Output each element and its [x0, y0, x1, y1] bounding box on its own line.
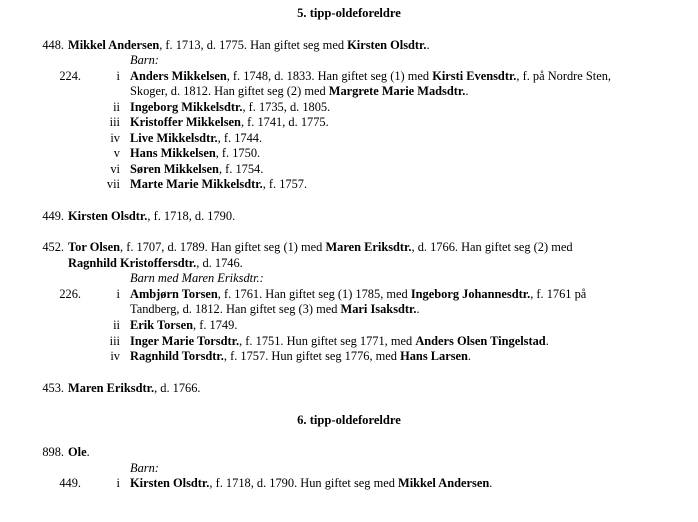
- spouse-name: Maren Eriksdtr.: [325, 240, 412, 254]
- child-entry-continuation: Tandberg, d. 1812. Han giftet seg (3) med Mari Isaksdtr..: [130, 302, 420, 316]
- child-roman-numeral: ii: [113, 318, 120, 332]
- person-name: Kirsten Olsdtr.: [68, 209, 148, 223]
- person-name: Maren Eriksdtr.: [68, 381, 155, 395]
- person-entry-453: Maren Eriksdtr., d. 1766.: [68, 381, 201, 395]
- person-number: 453.: [42, 381, 64, 395]
- spouse-name: Hans Larsen: [400, 349, 468, 363]
- person-entry-448: Mikkel Andersen, f. 1713, d. 1775. Han giftet seg med Kirsten Olsdtr..: [68, 38, 430, 52]
- person-number: 452.: [42, 240, 64, 254]
- child-roman-numeral: iii: [109, 115, 120, 129]
- section-heading-generation-6: 6. tipp-oldeforeldre: [297, 413, 401, 427]
- child-entry: Ragnhild Torsdtr., f. 1757. Hun giftet seg 1776, med Hans Larsen.: [130, 349, 472, 363]
- child-name: Inger Marie Torsdtr.: [130, 334, 240, 348]
- child-entry: Kristoffer Mikkelsen, f. 1741, d. 1775.: [130, 115, 329, 129]
- child-entry-continuation: Skoger, d. 1812. Han giftet seg (2) med Margrete Marie Madsdtr..: [130, 84, 469, 98]
- child-name: Ragnhild Torsdtr.: [130, 349, 224, 363]
- person-entry-898: Ole.: [68, 445, 90, 459]
- child-name: Kristoffer Mikkelsen: [130, 115, 241, 129]
- child-entry: Ambjørn Torsen, f. 1761. Han giftet seg (1) 1785, med Ingeborg Johannesdtr., f. 1761 på: [130, 287, 587, 301]
- person-name: Tor Olsen: [68, 240, 120, 254]
- child-entry: Søren Mikkelsen, f. 1754.: [130, 162, 264, 176]
- person-number: 898.: [42, 445, 64, 459]
- child-name: Søren Mikkelsen: [130, 162, 219, 176]
- spouse-name: Ragnhild Kristoffersdtr.: [68, 256, 197, 270]
- child-name: Ingeborg Mikkelsdtr.: [130, 100, 243, 114]
- child-name: Marte Marie Mikkelsdtr.: [130, 177, 263, 191]
- child-roman-numeral: ii: [113, 100, 120, 114]
- children-label: Barn med Maren Eriksdtr.:: [130, 271, 264, 285]
- spouse-name: Kirsten Olsdtr.: [347, 38, 427, 52]
- child-roman-numeral: i: [116, 69, 120, 83]
- spouse-name: Ingeborg Johannesdtr.: [410, 287, 531, 301]
- child-roman-numeral: v: [113, 146, 120, 160]
- child-roman-numeral: iv: [110, 349, 120, 363]
- child-ref-number: 226.: [59, 287, 81, 301]
- child-name: Ambjørn Torsen: [130, 287, 218, 301]
- spouse-name: Kirsti Evensdtr.: [432, 69, 517, 83]
- child-entry: Inger Marie Torsdtr., f. 1751. Hun giftet seg 1771, med Anders Olsen Tingelstad.: [130, 334, 549, 348]
- person-name: Mikkel Andersen: [68, 38, 160, 52]
- person-entry-452: Tor Olsen, f. 1707, d. 1789. Han giftet seg (1) med Maren Eriksdtr., d. 1766. Han giftet seg (2) med: [68, 240, 573, 254]
- child-name: Kirsten Olsdtr.: [130, 476, 210, 490]
- child-roman-numeral: vii: [106, 177, 120, 191]
- spouse-name: Mikkel Andersen: [398, 476, 490, 490]
- children-label: Barn:: [130, 461, 159, 475]
- spouse-name: Margrete Marie Madsdtr.: [328, 84, 466, 98]
- child-roman-numeral: iii: [109, 334, 120, 348]
- child-roman-numeral: iv: [110, 131, 120, 145]
- child-ref-number: 224.: [59, 69, 81, 83]
- child-entry: Ingeborg Mikkelsdtr., f. 1735, d. 1805.: [130, 100, 331, 114]
- person-entry-449: Kirsten Olsdtr., f. 1718, d. 1790.: [68, 209, 236, 223]
- section-heading-generation-5: 5. tipp-oldeforeldre: [297, 6, 401, 20]
- child-entry: Erik Torsen, f. 1749.: [130, 318, 238, 332]
- child-ref-number: 449.: [59, 476, 81, 490]
- children-label: Barn:: [130, 53, 159, 67]
- child-entry: Anders Mikkelsen, f. 1748, d. 1833. Han giftet seg (1) med Kirsti Evensdtr., f. på Nordre Sten,: [130, 69, 612, 83]
- child-name: Erik Torsen: [130, 318, 194, 332]
- child-roman-numeral: i: [116, 287, 120, 301]
- child-entry: Live Mikkelsdtr., f. 1744.: [130, 131, 263, 145]
- child-entry: Marte Marie Mikkelsdtr., f. 1757.: [130, 177, 308, 191]
- child-name: Anders Mikkelsen: [130, 69, 227, 83]
- child-name: Live Mikkelsdtr.: [130, 131, 218, 145]
- child-entry: Hans Mikkelsen, f. 1750.: [130, 146, 261, 160]
- person-number: 449.: [42, 209, 64, 223]
- child-roman-numeral: i: [116, 476, 120, 490]
- person-number: 448.: [42, 38, 64, 52]
- child-entry: Kirsten Olsdtr., f. 1718, d. 1790. Hun giftet seg med Mikkel Andersen.: [130, 476, 493, 490]
- person-name: Ole: [68, 445, 87, 459]
- person-entry-continuation: Ragnhild Kristoffersdtr., d. 1746.: [68, 256, 243, 270]
- spouse-name: Mari Isaksdtr.: [340, 302, 417, 316]
- child-roman-numeral: vi: [110, 162, 120, 176]
- spouse-name: Anders Olsen Tingelstad: [415, 334, 546, 348]
- child-name: Hans Mikkelsen: [130, 146, 216, 160]
